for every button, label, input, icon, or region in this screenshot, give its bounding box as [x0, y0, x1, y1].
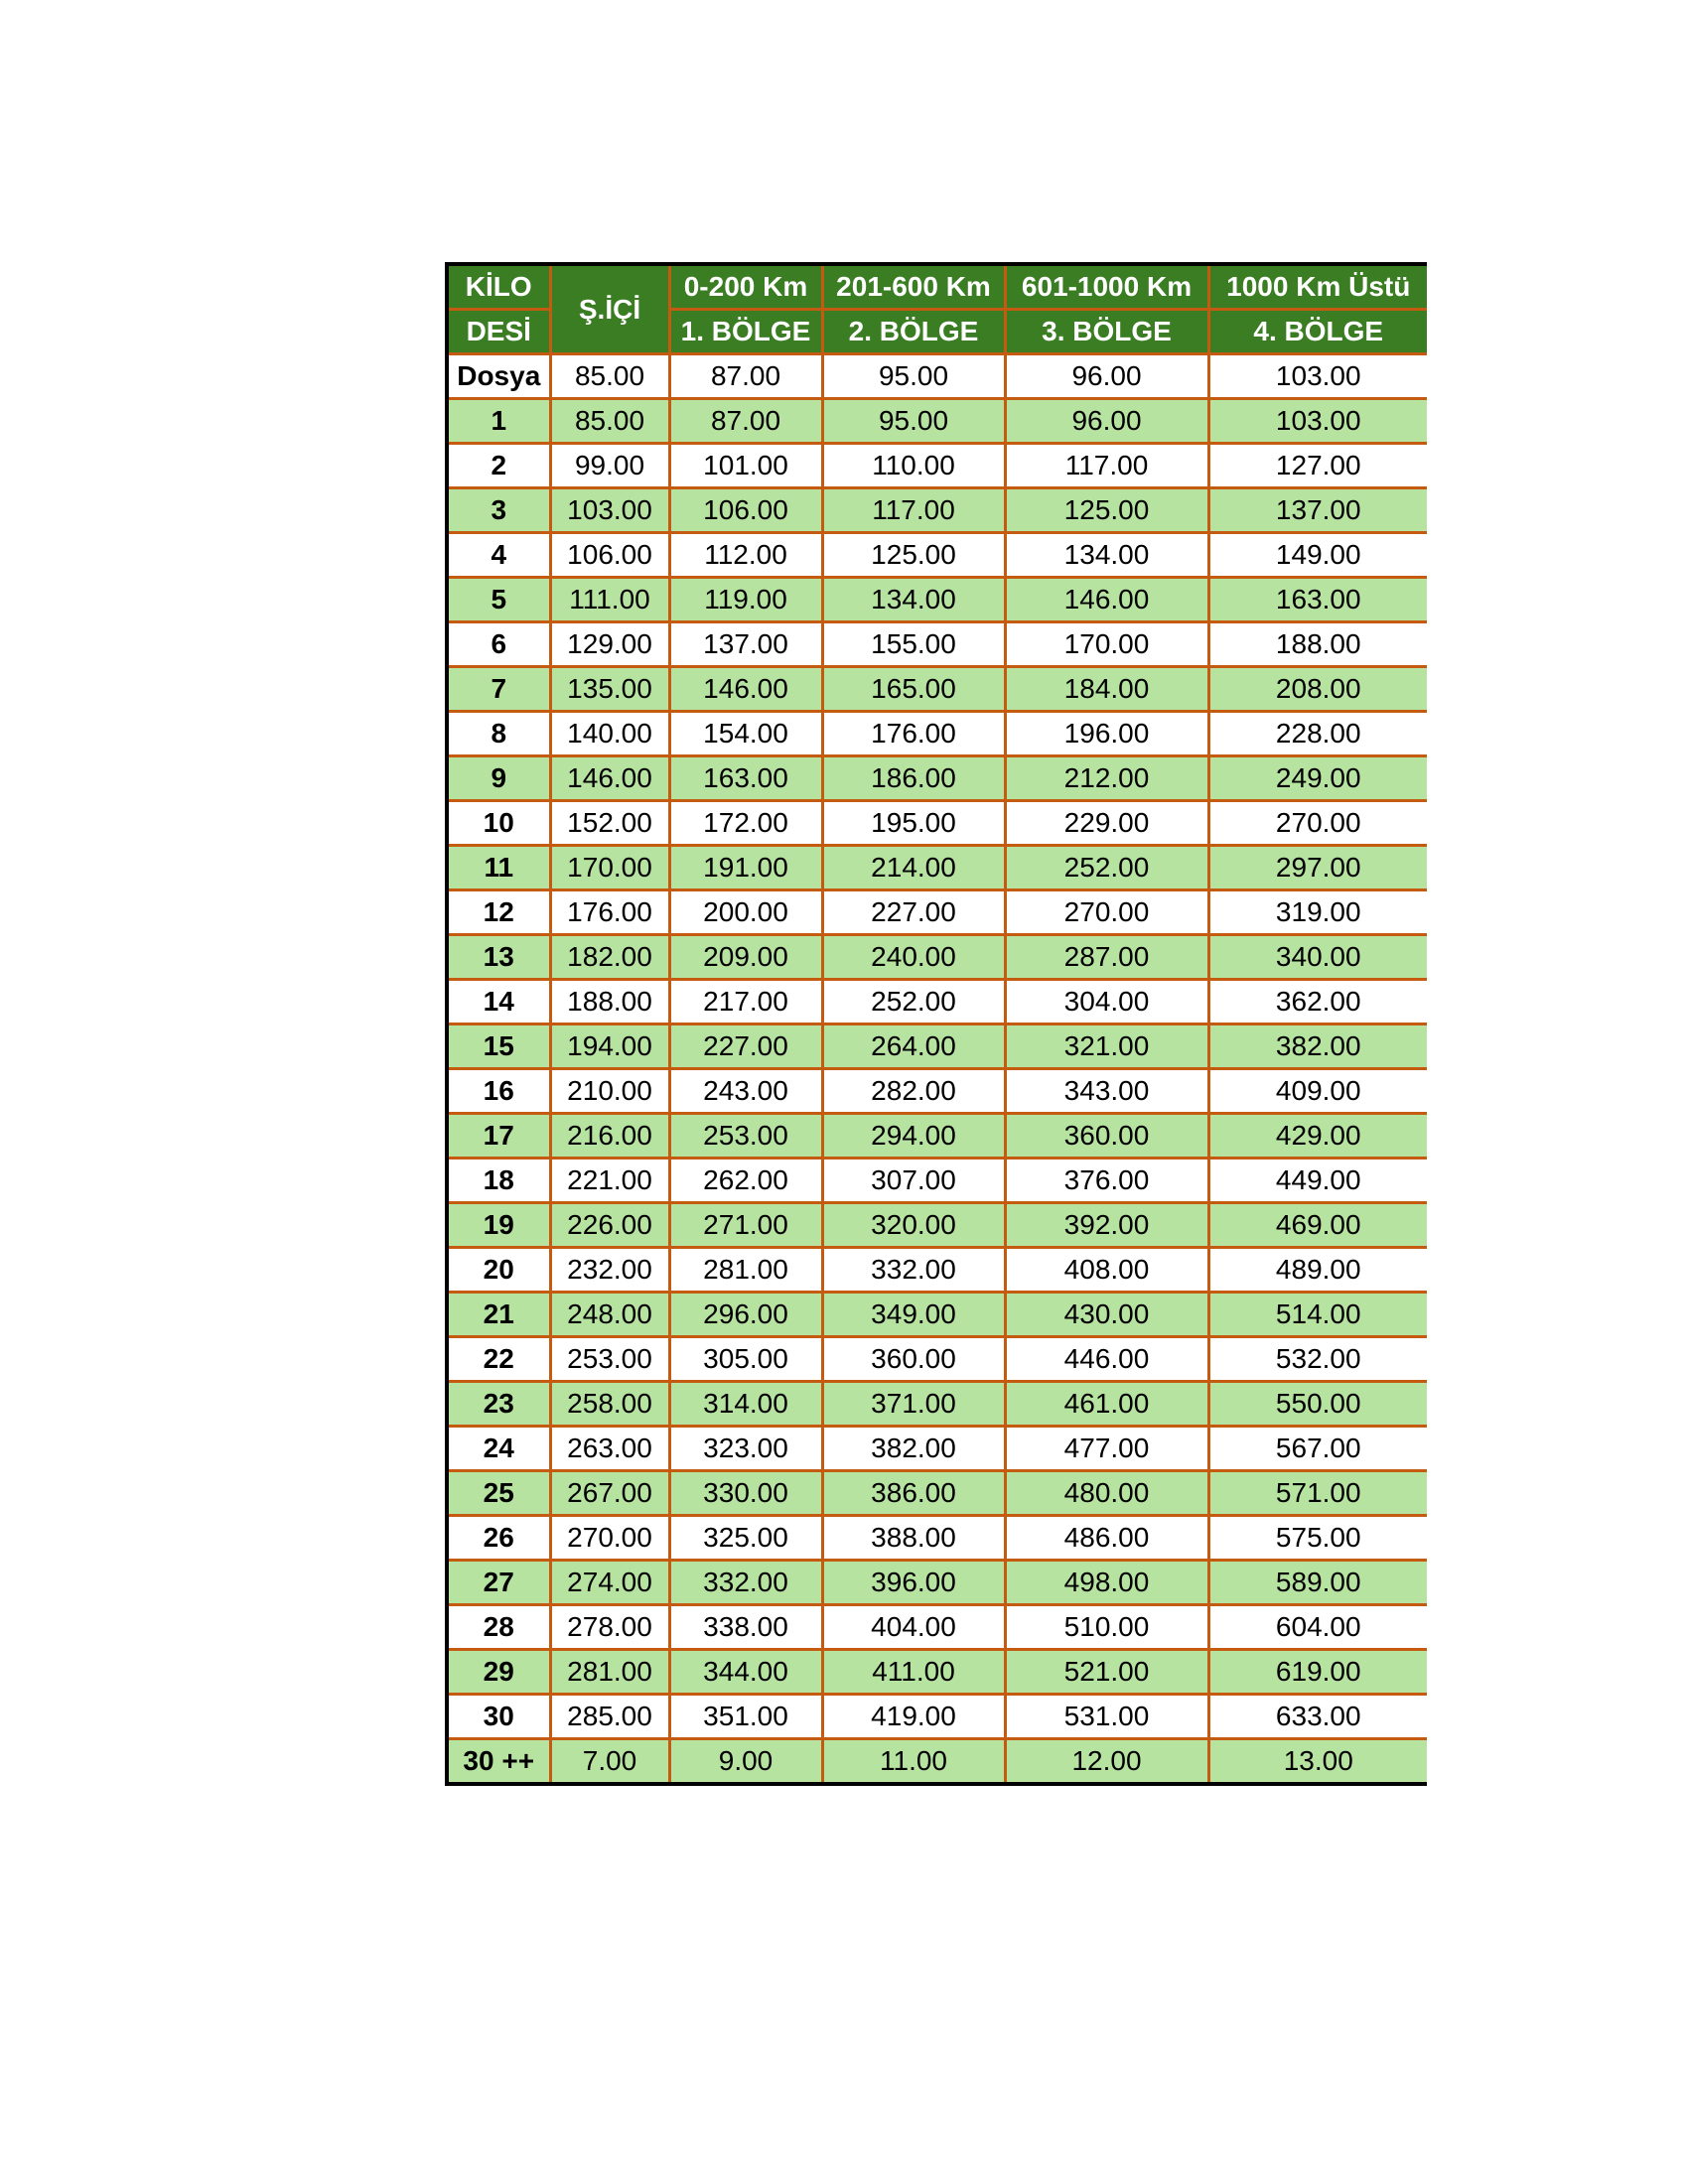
zone-1-price-cell: 209.00 — [669, 935, 822, 980]
zone-1-price-cell: 146.00 — [669, 667, 822, 712]
zone-3-price-cell: 96.00 — [1005, 354, 1208, 399]
row-weight-label: 17 — [447, 1114, 550, 1159]
zone-1-price-cell: 243.00 — [669, 1069, 822, 1114]
city-price-cell: 263.00 — [550, 1427, 669, 1471]
table-row — [447, 1293, 1427, 1337]
zone-1-price-cell: 191.00 — [669, 846, 822, 890]
row-weight-label: 30 ++ — [447, 1739, 550, 1785]
city-price-cell: 106.00 — [550, 533, 669, 578]
city-price-cell: 194.00 — [550, 1024, 669, 1069]
city-price-cell: 135.00 — [550, 667, 669, 712]
zone-4-price-cell: 514.00 — [1208, 1293, 1427, 1337]
zone-1-price-cell: 172.00 — [669, 801, 822, 846]
city-price-cell: 226.00 — [550, 1203, 669, 1248]
zone-3-price-cell: 196.00 — [1005, 712, 1208, 756]
table-row — [447, 1382, 1427, 1427]
zone-2-price-cell: 110.00 — [822, 444, 1005, 488]
zone-2-price-cell: 125.00 — [822, 533, 1005, 578]
kilo-header: KİLO — [447, 264, 550, 310]
zone-3-price-cell: 461.00 — [1005, 1382, 1208, 1427]
zone-1-price-cell: 296.00 — [669, 1293, 822, 1337]
table-row — [447, 667, 1427, 712]
zone-4-price-cell: 249.00 — [1208, 756, 1427, 801]
city-price-cell: 216.00 — [550, 1114, 669, 1159]
zone-1-price-cell: 325.00 — [669, 1516, 822, 1561]
zone-3-price-cell: 408.00 — [1005, 1248, 1208, 1293]
table-row — [447, 1605, 1427, 1650]
zone-1-price-cell: 106.00 — [669, 488, 822, 533]
zone-1-price-cell: 154.00 — [669, 712, 822, 756]
zone-3-price-cell: 229.00 — [1005, 801, 1208, 846]
table-row — [447, 980, 1427, 1024]
table-row — [447, 399, 1427, 444]
zone-4-price-cell: 127.00 — [1208, 444, 1427, 488]
zone-2-price-cell: 404.00 — [822, 1605, 1005, 1650]
row-weight-label: 23 — [447, 1382, 550, 1427]
desi-header: DESİ — [447, 310, 550, 354]
zone-1-price-cell: 87.00 — [669, 399, 822, 444]
zone-2-price-cell: 186.00 — [822, 756, 1005, 801]
zone-4-price-cell: 382.00 — [1208, 1024, 1427, 1069]
zone-1-price-cell: 351.00 — [669, 1695, 822, 1739]
zone-3-price-cell: 498.00 — [1005, 1561, 1208, 1605]
table-row — [447, 801, 1427, 846]
city-price-cell: 7.00 — [550, 1739, 669, 1785]
row-weight-label: 11 — [447, 846, 550, 890]
zone-3-price-cell: 360.00 — [1005, 1114, 1208, 1159]
zone-3-price-cell: 12.00 — [1005, 1739, 1208, 1785]
zone-4-price-cell: 137.00 — [1208, 488, 1427, 533]
table-row — [447, 1203, 1427, 1248]
zone-1-price-cell: 314.00 — [669, 1382, 822, 1427]
zone-2-price-cell: 95.00 — [822, 354, 1005, 399]
zone-2-price-cell: 307.00 — [822, 1159, 1005, 1203]
city-price-cell: 274.00 — [550, 1561, 669, 1605]
city-price-cell: 248.00 — [550, 1293, 669, 1337]
zone-3-price-cell: 146.00 — [1005, 578, 1208, 622]
table-row — [447, 1024, 1427, 1069]
row-weight-label: 29 — [447, 1650, 550, 1695]
row-weight-label: 27 — [447, 1561, 550, 1605]
city-price-cell: 221.00 — [550, 1159, 669, 1203]
zone-1-price-cell: 271.00 — [669, 1203, 822, 1248]
table-row — [447, 1650, 1427, 1695]
city-price-cell: 188.00 — [550, 980, 669, 1024]
zone-2-price-cell: 382.00 — [822, 1427, 1005, 1471]
table-row — [447, 578, 1427, 622]
zone-4-price-cell: 429.00 — [1208, 1114, 1427, 1159]
zone-3-price-cell: 392.00 — [1005, 1203, 1208, 1248]
zone-4-price-cell: 297.00 — [1208, 846, 1427, 890]
zone-3-price-cell: 134.00 — [1005, 533, 1208, 578]
zone-1-price-cell: 332.00 — [669, 1561, 822, 1605]
row-weight-label: 18 — [447, 1159, 550, 1203]
city-price-cell: 281.00 — [550, 1650, 669, 1695]
city-price-cell: 182.00 — [550, 935, 669, 980]
zone-3-price-cell: 304.00 — [1005, 980, 1208, 1024]
row-weight-label: 9 — [447, 756, 550, 801]
zone-2-price-cell: 264.00 — [822, 1024, 1005, 1069]
zone-4-price-cell: 149.00 — [1208, 533, 1427, 578]
zone-4-region-header: 4. BÖLGE — [1208, 310, 1427, 354]
zone-4-price-cell: 103.00 — [1208, 399, 1427, 444]
zone-1-price-cell: 227.00 — [669, 1024, 822, 1069]
row-weight-label: 8 — [447, 712, 550, 756]
zone-3-region-header: 3. BÖLGE — [1005, 310, 1208, 354]
zone-3-price-cell: 480.00 — [1005, 1471, 1208, 1516]
table-row — [447, 1561, 1427, 1605]
zone-2-price-cell: 155.00 — [822, 622, 1005, 667]
zone-2-price-cell: 95.00 — [822, 399, 1005, 444]
city-price-cell: 129.00 — [550, 622, 669, 667]
zone-3-price-cell: 212.00 — [1005, 756, 1208, 801]
zone-1-price-cell: 262.00 — [669, 1159, 822, 1203]
row-weight-label: 30 — [447, 1695, 550, 1739]
row-weight-label: 25 — [447, 1471, 550, 1516]
zone-2-price-cell: 411.00 — [822, 1650, 1005, 1695]
table-row — [447, 1337, 1427, 1382]
zone-4-price-cell: 589.00 — [1208, 1561, 1427, 1605]
zone-4-price-cell: 270.00 — [1208, 801, 1427, 846]
table-row — [447, 1427, 1427, 1471]
zone-2-price-cell: 386.00 — [822, 1471, 1005, 1516]
zone-2-distance-header: 201-600 Km — [822, 264, 1005, 310]
zone-1-price-cell: 330.00 — [669, 1471, 822, 1516]
zone-1-price-cell: 305.00 — [669, 1337, 822, 1382]
zone-1-price-cell: 253.00 — [669, 1114, 822, 1159]
row-weight-label: 3 — [447, 488, 550, 533]
row-weight-label: 6 — [447, 622, 550, 667]
zone-1-distance-header: 0-200 Km — [669, 264, 822, 310]
zone-2-price-cell: 195.00 — [822, 801, 1005, 846]
table-row — [447, 1159, 1427, 1203]
zone-4-price-cell: 163.00 — [1208, 578, 1427, 622]
zone-3-price-cell: 531.00 — [1005, 1695, 1208, 1739]
zone-3-price-cell: 446.00 — [1005, 1337, 1208, 1382]
zone-4-price-cell: 604.00 — [1208, 1605, 1427, 1650]
city-price-cell: 99.00 — [550, 444, 669, 488]
row-weight-label: 4 — [447, 533, 550, 578]
zone-2-price-cell: 332.00 — [822, 1248, 1005, 1293]
zone-3-price-cell: 321.00 — [1005, 1024, 1208, 1069]
zone-4-price-cell: 619.00 — [1208, 1650, 1427, 1695]
zone-3-price-cell: 184.00 — [1005, 667, 1208, 712]
rate-table-body — [447, 264, 1427, 1784]
city-price-cell: 267.00 — [550, 1471, 669, 1516]
table-row — [447, 1248, 1427, 1293]
table-row — [447, 1114, 1427, 1159]
zone-4-price-cell: 571.00 — [1208, 1471, 1427, 1516]
zone-3-price-cell: 486.00 — [1005, 1516, 1208, 1561]
zone-3-price-cell: 430.00 — [1005, 1293, 1208, 1337]
city-price-cell: 170.00 — [550, 846, 669, 890]
zone-4-price-cell: 340.00 — [1208, 935, 1427, 980]
city-price-cell: 146.00 — [550, 756, 669, 801]
zone-4-price-cell: 188.00 — [1208, 622, 1427, 667]
row-weight-label: 12 — [447, 890, 550, 935]
zone-4-price-cell: 208.00 — [1208, 667, 1427, 712]
city-price-cell: 210.00 — [550, 1069, 669, 1114]
zone-1-price-cell: 9.00 — [669, 1739, 822, 1785]
zone-4-price-cell: 449.00 — [1208, 1159, 1427, 1203]
city-price-cell: 103.00 — [550, 488, 669, 533]
zone-4-price-cell: 362.00 — [1208, 980, 1427, 1024]
zone-3-price-cell: 521.00 — [1005, 1650, 1208, 1695]
zone-2-price-cell: 252.00 — [822, 980, 1005, 1024]
zone-2-region-header: 2. BÖLGE — [822, 310, 1005, 354]
city-price-cell: 258.00 — [550, 1382, 669, 1427]
city-price-cell: 285.00 — [550, 1695, 669, 1739]
zone-1-price-cell: 323.00 — [669, 1427, 822, 1471]
table-row — [447, 890, 1427, 935]
city-price-cell: 85.00 — [550, 354, 669, 399]
zone-1-price-cell: 200.00 — [669, 890, 822, 935]
zone-1-price-cell: 119.00 — [669, 578, 822, 622]
city-price-cell: 140.00 — [550, 712, 669, 756]
row-weight-label: 26 — [447, 1516, 550, 1561]
zone-2-price-cell: 117.00 — [822, 488, 1005, 533]
table-row — [447, 1471, 1427, 1516]
city-header: Ş.İÇİ — [550, 264, 669, 354]
zone-4-price-cell: 633.00 — [1208, 1695, 1427, 1739]
row-weight-label: 24 — [447, 1427, 550, 1471]
row-weight-label: Dosya — [447, 354, 550, 399]
city-price-cell: 111.00 — [550, 578, 669, 622]
row-weight-label: 10 — [447, 801, 550, 846]
zone-4-price-cell: 469.00 — [1208, 1203, 1427, 1248]
table-row — [447, 444, 1427, 488]
city-price-cell: 278.00 — [550, 1605, 669, 1650]
zone-2-price-cell: 282.00 — [822, 1069, 1005, 1114]
zone-1-price-cell: 344.00 — [669, 1650, 822, 1695]
zone-2-price-cell: 396.00 — [822, 1561, 1005, 1605]
zone-4-price-cell: 567.00 — [1208, 1427, 1427, 1471]
zone-2-price-cell: 214.00 — [822, 846, 1005, 890]
table-row — [447, 1695, 1427, 1739]
zone-2-price-cell: 176.00 — [822, 712, 1005, 756]
row-weight-label: 16 — [447, 1069, 550, 1114]
row-weight-label: 22 — [447, 1337, 550, 1382]
table-row — [447, 1516, 1427, 1561]
zone-2-price-cell: 320.00 — [822, 1203, 1005, 1248]
zone-3-price-cell: 343.00 — [1005, 1069, 1208, 1114]
zone-4-price-cell: 228.00 — [1208, 712, 1427, 756]
row-weight-label: 1 — [447, 399, 550, 444]
zone-1-price-cell: 163.00 — [669, 756, 822, 801]
zone-4-price-cell: 13.00 — [1208, 1739, 1427, 1785]
city-price-cell: 253.00 — [550, 1337, 669, 1382]
zone-3-price-cell: 117.00 — [1005, 444, 1208, 488]
row-weight-label: 5 — [447, 578, 550, 622]
zone-1-price-cell: 281.00 — [669, 1248, 822, 1293]
zone-3-price-cell: 510.00 — [1005, 1605, 1208, 1650]
table-row — [447, 935, 1427, 980]
table-row — [447, 1069, 1427, 1114]
zone-2-price-cell: 419.00 — [822, 1695, 1005, 1739]
row-weight-label: 2 — [447, 444, 550, 488]
table-row — [447, 712, 1427, 756]
zone-3-price-cell: 96.00 — [1005, 399, 1208, 444]
zone-1-price-cell: 137.00 — [669, 622, 822, 667]
city-price-cell: 232.00 — [550, 1248, 669, 1293]
row-weight-label: 21 — [447, 1293, 550, 1337]
zone-1-price-cell: 217.00 — [669, 980, 822, 1024]
row-weight-label: 14 — [447, 980, 550, 1024]
table-row — [447, 533, 1427, 578]
table-row — [447, 846, 1427, 890]
zone-4-distance-header: 1000 Km Üstü — [1208, 264, 1427, 310]
row-weight-label: 13 — [447, 935, 550, 980]
row-weight-label: 19 — [447, 1203, 550, 1248]
zone-1-price-cell: 87.00 — [669, 354, 822, 399]
city-price-cell: 85.00 — [550, 399, 669, 444]
zone-2-price-cell: 294.00 — [822, 1114, 1005, 1159]
zone-3-price-cell: 477.00 — [1005, 1427, 1208, 1471]
zone-4-price-cell: 489.00 — [1208, 1248, 1427, 1293]
row-weight-label: 28 — [447, 1605, 550, 1650]
zone-1-price-cell: 338.00 — [669, 1605, 822, 1650]
zone-4-price-cell: 575.00 — [1208, 1516, 1427, 1561]
zone-2-price-cell: 227.00 — [822, 890, 1005, 935]
zone-3-price-cell: 170.00 — [1005, 622, 1208, 667]
zone-2-price-cell: 11.00 — [822, 1739, 1005, 1785]
shipping-rate-table — [445, 262, 1427, 1786]
zone-4-price-cell: 319.00 — [1208, 890, 1427, 935]
row-weight-label: 15 — [447, 1024, 550, 1069]
zone-3-price-cell: 376.00 — [1005, 1159, 1208, 1203]
city-price-cell: 270.00 — [550, 1516, 669, 1561]
table-row — [447, 354, 1427, 399]
header-row-distance — [447, 264, 1427, 310]
zone-3-distance-header: 601-1000 Km — [1005, 264, 1208, 310]
zone-2-price-cell: 388.00 — [822, 1516, 1005, 1561]
table-row — [447, 488, 1427, 533]
zone-2-price-cell: 165.00 — [822, 667, 1005, 712]
zone-1-region-header: 1. BÖLGE — [669, 310, 822, 354]
zone-1-price-cell: 101.00 — [669, 444, 822, 488]
table-row — [447, 1739, 1427, 1785]
zone-1-price-cell: 112.00 — [669, 533, 822, 578]
zone-4-price-cell: 532.00 — [1208, 1337, 1427, 1382]
zone-3-price-cell: 125.00 — [1005, 488, 1208, 533]
zone-4-price-cell: 103.00 — [1208, 354, 1427, 399]
row-weight-label: 20 — [447, 1248, 550, 1293]
zone-2-price-cell: 360.00 — [822, 1337, 1005, 1382]
city-price-cell: 176.00 — [550, 890, 669, 935]
zone-3-price-cell: 287.00 — [1005, 935, 1208, 980]
table-row — [447, 622, 1427, 667]
row-weight-label: 7 — [447, 667, 550, 712]
zone-3-price-cell: 270.00 — [1005, 890, 1208, 935]
table-row — [447, 756, 1427, 801]
zone-2-price-cell: 134.00 — [822, 578, 1005, 622]
zone-2-price-cell: 349.00 — [822, 1293, 1005, 1337]
zone-2-price-cell: 371.00 — [822, 1382, 1005, 1427]
city-price-cell: 152.00 — [550, 801, 669, 846]
zone-4-price-cell: 409.00 — [1208, 1069, 1427, 1114]
zone-4-price-cell: 550.00 — [1208, 1382, 1427, 1427]
zone-2-price-cell: 240.00 — [822, 935, 1005, 980]
zone-3-price-cell: 252.00 — [1005, 846, 1208, 890]
